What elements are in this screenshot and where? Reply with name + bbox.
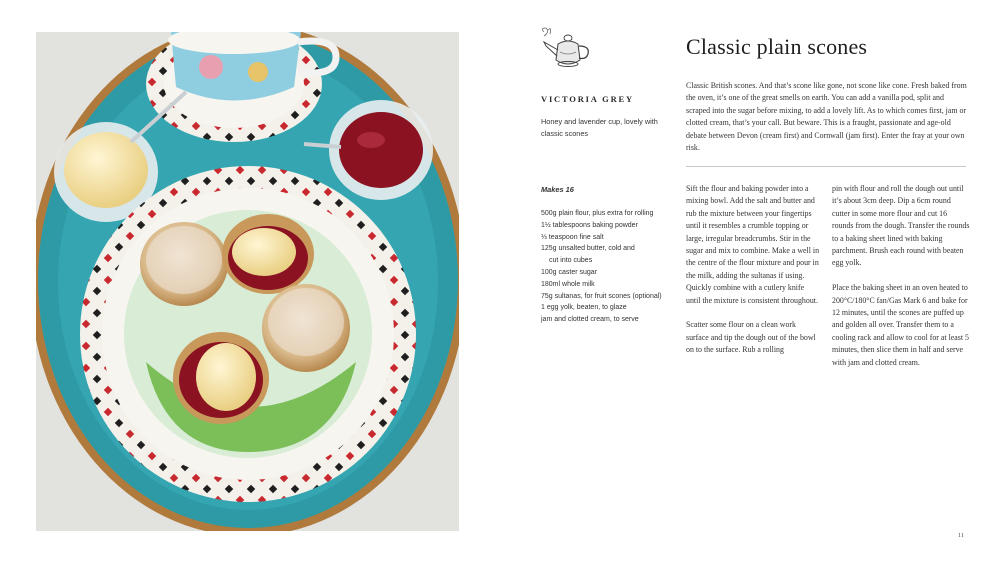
method-paragraph: Place the baking sheet in an oven heated to 200°C/180°C fan/Gas Mark 6 and bake for 12 minutes, until the scones are puffed up and golden all over. Transfer them to a cooling rack and allow to cool for at least 5 minutes, then slice them in half and serve with jam and clotted cream. xyxy=(832,283,969,367)
page-number: 11 xyxy=(958,532,965,539)
ingredient: 75g sultanas, for fruit scones (optional) xyxy=(541,292,662,300)
recipe-intro: Classic British scones. And that’s scone like gone, not scone like cone. Fresh baked from the oven, it’s one of the great smells on earth. You can add a vanilla pod, split and scraped into the sugar before mixing, to add a lovely lift. As to which comes first, jam or clotted cream, that’s your call. But beware. This is a fraught, passionate and age-old debate between Devon (cream first) and Cornwall (jam first). Enter the fray at your own risk. xyxy=(686,81,967,153)
method-paragraph: pin with flour and roll the dough out until it’s about 3cm deep. Dip a 6cm round cutter in some more flour and cut 16 rounds from the dough. Transfer the rounds to a baking sheet lined with baking parchment. Brush each round with beaten egg yolk. xyxy=(832,184,970,268)
method-column-2 xyxy=(832,183,970,381)
ingredient: 1½ tablespoons baking powder xyxy=(541,221,638,229)
recipe-title: Classic plain scones xyxy=(686,34,868,59)
ingredient: cut into cubes xyxy=(549,257,593,265)
ingredient: 1 egg yolk, beaten, to glaze xyxy=(541,304,627,312)
ingredient: 125g unsalted butter, cold and xyxy=(541,245,635,253)
yield: Makes 16 xyxy=(541,185,574,194)
ingredient: ⅓ teaspoon fine salt xyxy=(541,233,604,241)
ingredient: jam and clotted cream, to serve xyxy=(541,316,639,324)
method-paragraph: Scatter some flour on a clean work surface and tip the dough out of the bowl on to the surface. Rub a rolling xyxy=(686,320,816,355)
divider xyxy=(686,166,966,167)
ingredient: 180ml whole milk xyxy=(541,280,595,288)
ingredients-list xyxy=(541,208,676,326)
method-paragraph: Sift the flour and baking powder into a mixing bowl. Add the salt and butter and rub the mixture between your fingertips until it resembles a crumble topping or large, irregular breadcrumbs. Stir in the sugar and mix to combine. Make a well in the centre of the flour mixture and pour in the milk, adding the sultanas if using. Quickly combine with a cutlery knife until the mixture is consistent throughout. xyxy=(686,184,820,305)
tea-description: Honey and lavender cup, lovely with classic scones xyxy=(541,117,658,138)
scones-photo xyxy=(36,32,459,531)
tea-name: VICTORIA GREY xyxy=(541,94,634,104)
ingredient: 100g caster sugar xyxy=(541,268,598,276)
method-column-1 xyxy=(686,183,820,369)
plate xyxy=(80,166,416,502)
ingredient: 500g plain flour, plus extra for rolling xyxy=(541,210,654,217)
teapot-icon xyxy=(536,26,598,74)
